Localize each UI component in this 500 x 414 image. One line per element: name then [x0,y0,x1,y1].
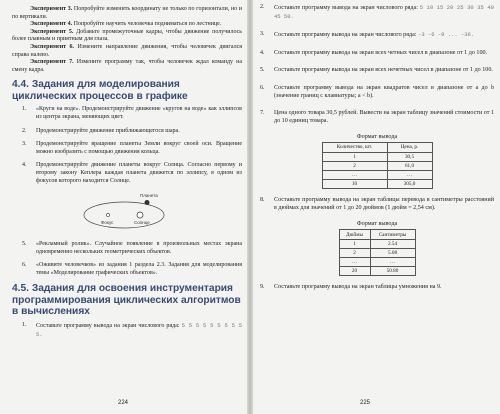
table-row: 1 2.54 [339,239,415,248]
sun-dot [137,212,143,218]
task-item: 6. Составьте программу вывода на экран квадратов чисел в диапазоне от a до b (значение границ с клавиатуры; a < b). [260,84,494,99]
table-row: 2 61,0 [322,161,432,170]
kepler-orbit-figure [72,191,182,237]
left-page [0,0,248,414]
experiments-list [12,6,242,74]
right-page [252,0,500,414]
focus-label: Фокус [101,220,114,226]
table-row: … … [322,170,432,179]
task-item: 7. Цена одного товара 30,5 рублей. Вывести на экран таблицу значений стоимости от 1 до 10 единиц товара. [260,110,494,124]
table-header-row: Дюймы Сантиметры [339,230,415,239]
task-item: 2. Составьте программу вывода на экран числового ряда: 5 10 15 20 25 30 35 40 45 50. [260,4,494,20]
page-number-left: 224 [118,400,129,406]
experiment-6: Эксперимент 6. Измените направление движения, чтобы человечек двигался справа налево. [12,43,243,58]
task-item: 5. Составьте программу вывода на экран всех нечетных чисел в диапазоне от 1 до 100. [260,67,493,74]
list-item: 1. Составьте программу вывода на экран числового ряда: 5 5 5 5 5 5 5 5 5 5. [22,321,243,338]
number-sequence: -3 -6 -9 ... -36. [418,31,475,39]
section-4-4-list-continued [12,241,242,277]
focus-dot [106,213,109,216]
table-1-caption: Формат вывода [356,133,398,141]
table-row: 20 50.80 [339,267,415,276]
table-row: 1 30,5 [322,152,432,161]
price-table [322,142,433,189]
task-item: 3. Составьте программу вывода на экран числового ряда: -3 -6 -9 ... -36. [260,31,475,39]
list-item: 1. «Круги на воде». Продемонстрируйте движение «кругов на воде» как эллипсов из центра экрана, меняющих цвет. [22,106,242,120]
list-item: 2. Продемонстрируйте движение приближающегося шара. [22,127,180,134]
table-row: 10 305,0 [322,180,432,189]
orbit-diagram [72,191,182,237]
orbit-ellipse [84,202,164,228]
page-number-right: 225 [360,400,371,406]
list-item: 4. Продемонстрируйте движение планеты вокруг Солнца. Согласно первому и второму закону Кеплера каждая планета движется по эллипсу, в одном из фокусов которого находится Солнце. [22,162,242,184]
planet-dot [145,200,150,205]
table-2-caption: Формат вывода [356,220,398,228]
table-header-row: Количество, шт. Цена, р. [322,143,432,152]
section-4-4-list [12,106,242,185]
sun-label: Солнце [134,220,150,226]
inches-table [339,229,416,276]
number-sequence: 5 10 15 20 25 30 35 40 45 50. [274,4,494,20]
section-4-5-list [12,322,242,339]
table-row: 2 5.08 [339,248,415,257]
task-item: 8. Составьте программу вывода на экран таблицы перевода в сантиметры расстояний в дюймах для значений от 1 до 20 дюймов (1 дюйм = 2,54 см). [260,197,494,211]
task-item: 9. Составьте программу вывода на экран таблицы умножения на 9. [260,284,442,291]
number-sequence: 5 5 5 5 5 5 5 5 5 5. [36,321,243,338]
planet-label: Планета [140,193,158,199]
section-4-4-title: 4.4. Задания для моделирования циклических процессов в графике [12,79,188,102]
experiment-4: Эксперимент 4. Попробуйте научить человечка подниматься по лестнице. [30,21,222,28]
list-item: 6. «Оживите человечков» из задания 1 раздела 2.3. Задания для моделирования темы «Моделирование графических объектов». [22,262,242,276]
list-item: 5. «Рекламный ролик». Случайное появление в произвольных местах экрана одновременно нескольких геометрических объектов. [22,241,242,255]
experiment-5: Эксперимент 5. Добавьте промежуточные кадры, чтобы движение получилось более плавным и приятным для глаза. [12,28,243,43]
experiment-7: Эксперимент 7. Измените программу так, чтобы человечек ждал команду на смену кадра. [12,59,242,73]
list-item: 3. Продемонстрируйте вращение планеты Земли вокруг своей оси. Вращение можно изобразить с помощью движения кольца. [22,141,242,155]
experiment-3: Эксперимент 3. Попробуйте изменить координату не только по горизонтали, но и по вертикали. [12,6,243,20]
task-item: 4. Составьте программу вывода на экран всех четных чисел в диапазоне от 1 до 100. [260,49,488,56]
table-row: … … [339,258,415,267]
section-4-5-title: 4.5. Задания для освоения инструментария программирования циклических алгоритмов в вычислениях [12,283,241,318]
